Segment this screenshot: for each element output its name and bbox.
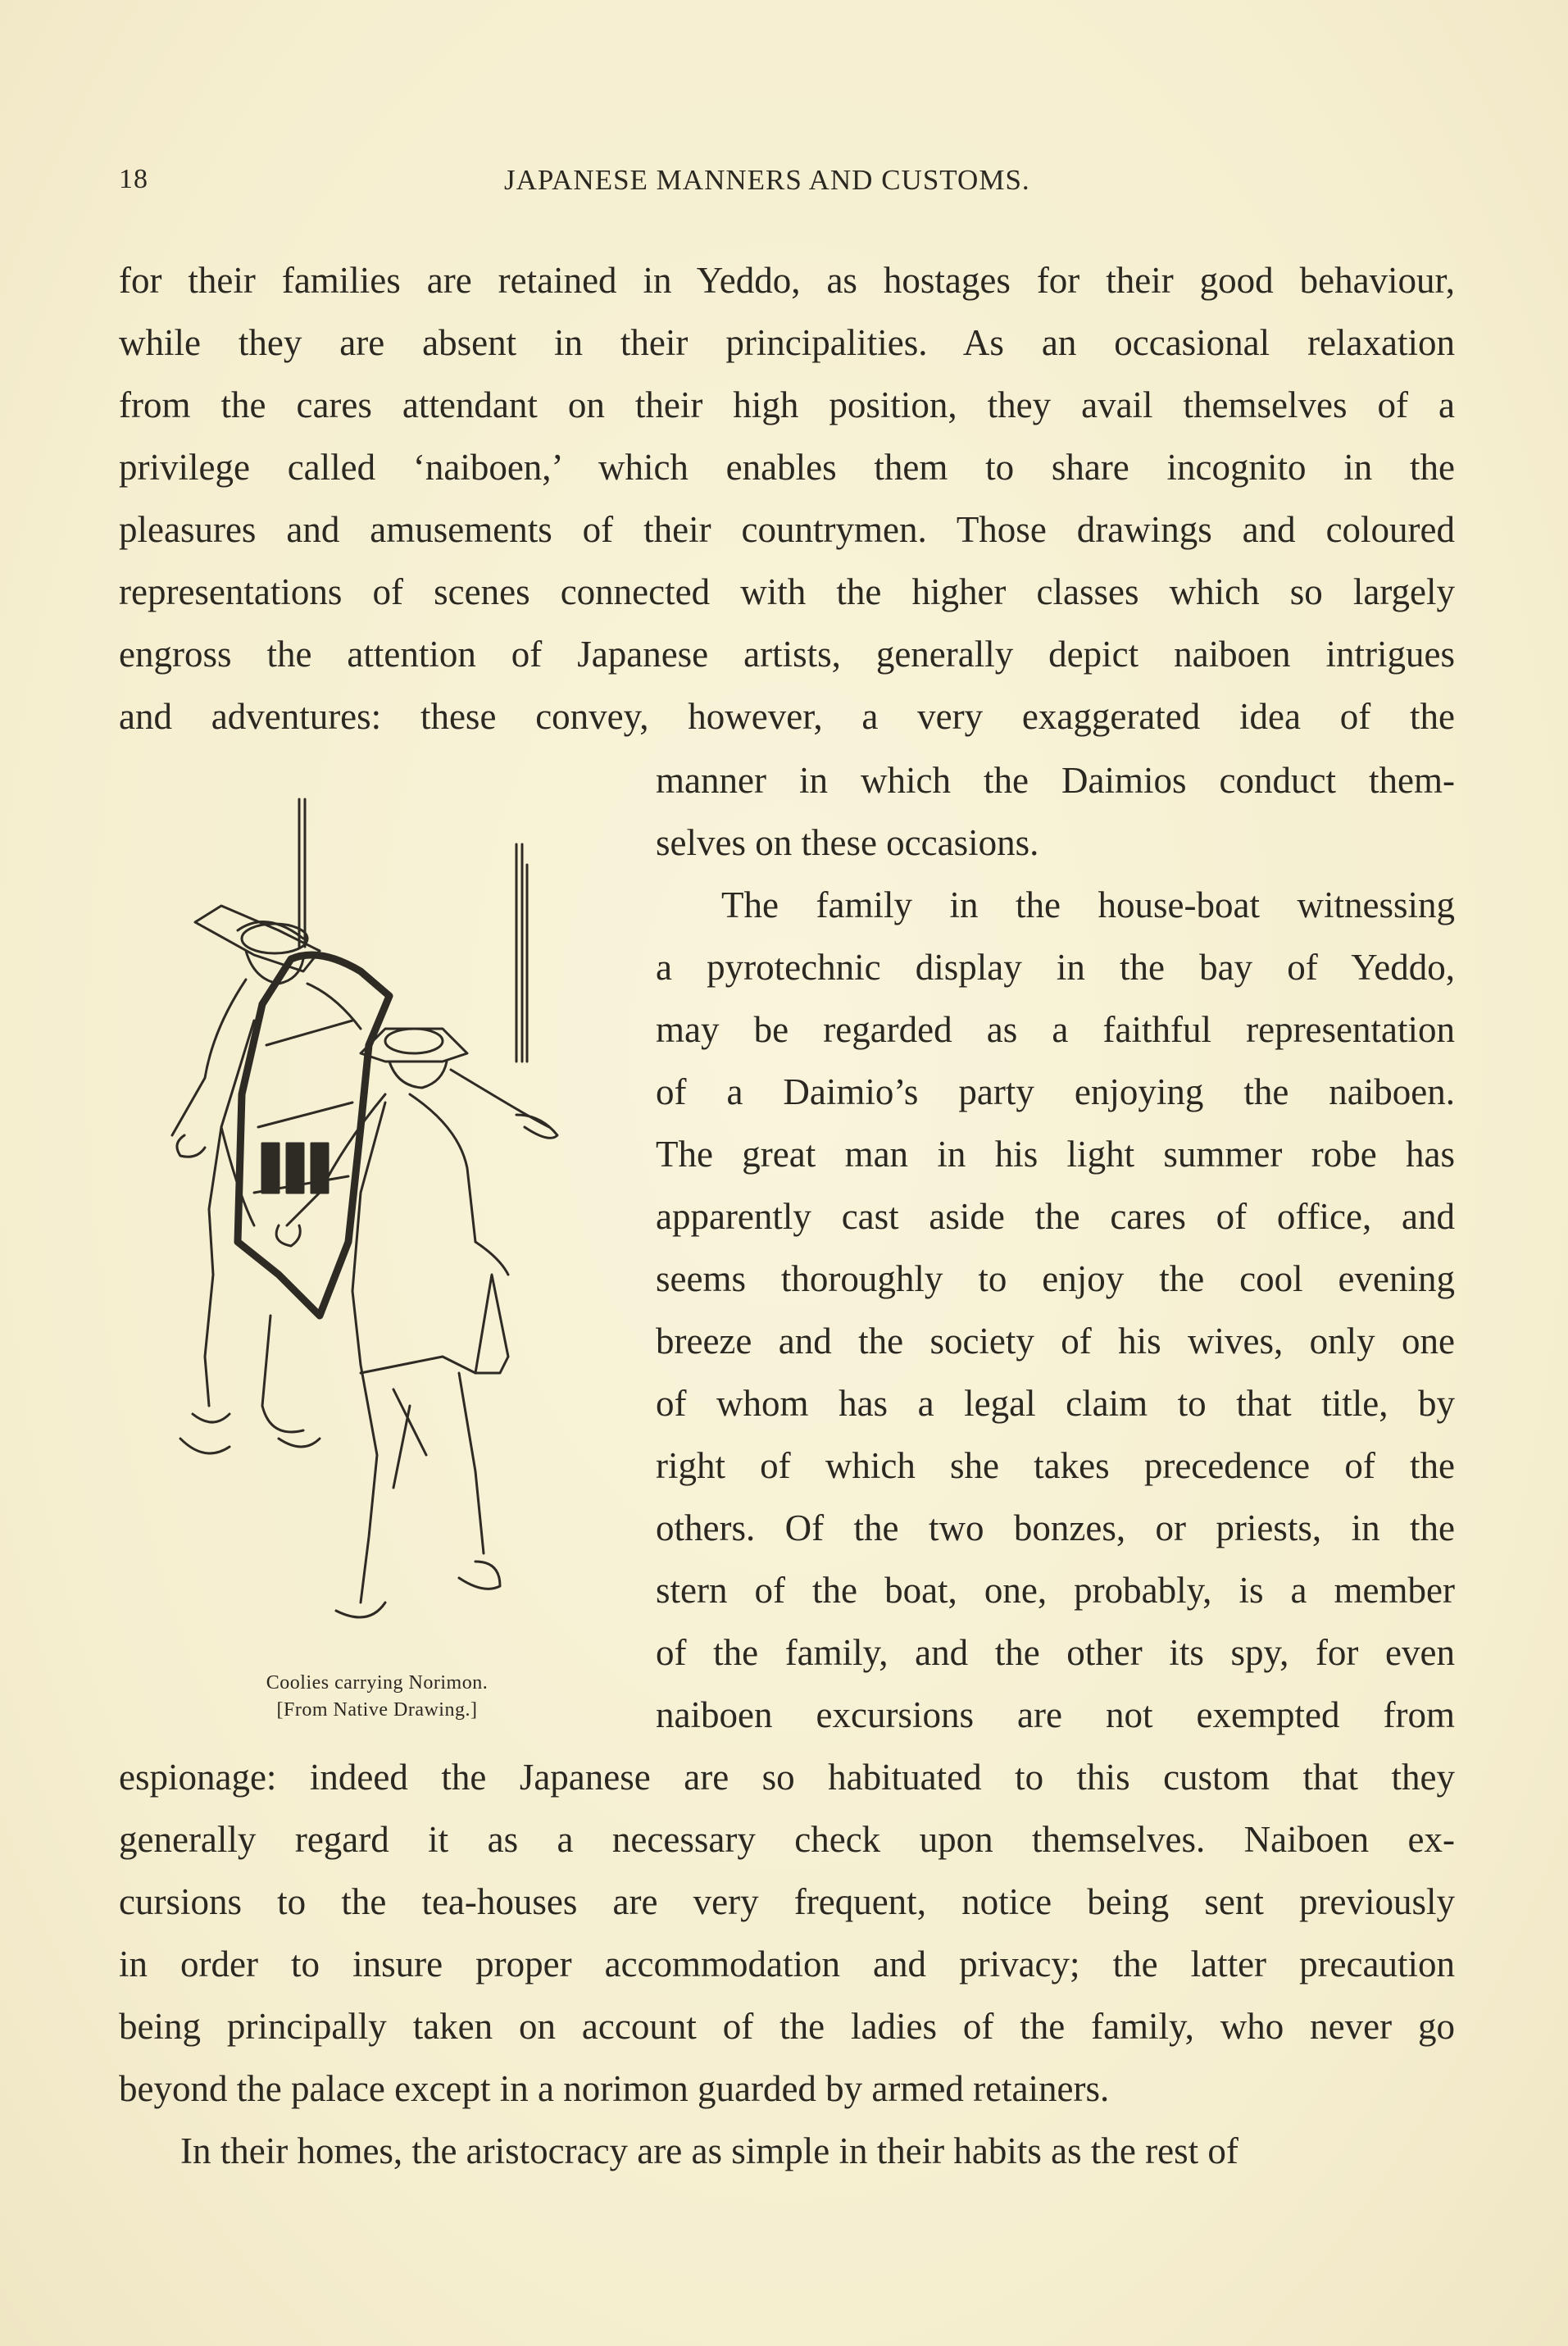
figure-caption: Coolies carrying Norimon. xyxy=(266,1672,489,1694)
text-line: may be regarded as a faithful representation xyxy=(656,1009,1455,1050)
text-line: generally regard it as a necessary check upon themselves. Naiboen ex- xyxy=(119,1819,1455,1860)
text-line: representations of scenes connected with the higher classes which so largely xyxy=(119,571,1455,612)
text-line: The family in the house-boat witnessing xyxy=(721,884,1455,925)
text-line: from the cares attendant on their high position, they avail themselves of a xyxy=(119,384,1455,425)
text-line: a pyrotechnic display in the bay of Yeddo, xyxy=(656,947,1455,988)
text-line: engross the attention of Japanese artists, generally depict naiboen intrigues xyxy=(119,634,1455,675)
page-header xyxy=(119,164,1455,205)
text-line: for their families are retained in Yeddo, as hostages for their good behaviour, xyxy=(119,260,1455,301)
running-head: JAPANESE MANNERS AND CUSTOMS. xyxy=(504,164,1030,196)
figure-credit: [From Native Drawing.] xyxy=(276,1699,478,1721)
page-number: 18 xyxy=(119,164,148,194)
text-line: while they are absent in their principalities. As an occasional relaxation xyxy=(119,322,1455,363)
text-line: selves on these occasions. xyxy=(656,822,1039,863)
text-line: cursions to the tea-houses are very frequent, notice being sent previously xyxy=(119,1881,1455,1922)
text-line: stern of the boat, one, probably, is a member xyxy=(656,1570,1455,1611)
norimon-illustration xyxy=(115,783,639,1680)
text-line: espionage: indeed the Japanese are so habituated to this custom that they xyxy=(119,1757,1455,1798)
text-line: right of which she takes precedence of the xyxy=(656,1445,1455,1486)
text-line: of whom has a legal claim to that title, by xyxy=(656,1383,1455,1424)
text-line: manner in which the Daimios conduct them- xyxy=(656,760,1455,801)
text-line: The great man in his light summer robe has xyxy=(656,1134,1455,1175)
text-line: In their homes, the aristocracy are as simple in their habits as the rest of xyxy=(180,2130,1238,2171)
text-line: beyond the palace except in a norimon guarded by armed retainers. xyxy=(119,2068,1110,2109)
text-line: apparently cast aside the cares of office, and xyxy=(656,1196,1455,1237)
text-line: being principally taken on account of the ladies of the family, who never go xyxy=(119,2006,1455,2047)
text-line: pleasures and amusements of their countrymen. Those drawings and coloured xyxy=(119,509,1455,550)
text-line: and adventures: these convey, however, a very exaggerated idea of the xyxy=(119,696,1455,737)
text-line: others. Of the two bonzes, or priests, in the xyxy=(656,1507,1455,1548)
text-line: seems thoroughly to enjoy the cool evening xyxy=(656,1258,1455,1299)
text-line: of the family, and the other its spy, for even xyxy=(656,1632,1455,1673)
text-line: breeze and the society of his wives, only one xyxy=(656,1321,1455,1362)
text-line: in order to insure proper accommodation and privacy; the latter precaution xyxy=(119,1944,1455,1985)
text-line: of a Daimio’s party enjoying the naiboen. xyxy=(656,1071,1455,1112)
text-line: privilege called ‘naiboen,’ which enables them to share incognito in the xyxy=(119,447,1455,488)
text-line: naiboen excursions are not exempted from xyxy=(656,1694,1455,1735)
